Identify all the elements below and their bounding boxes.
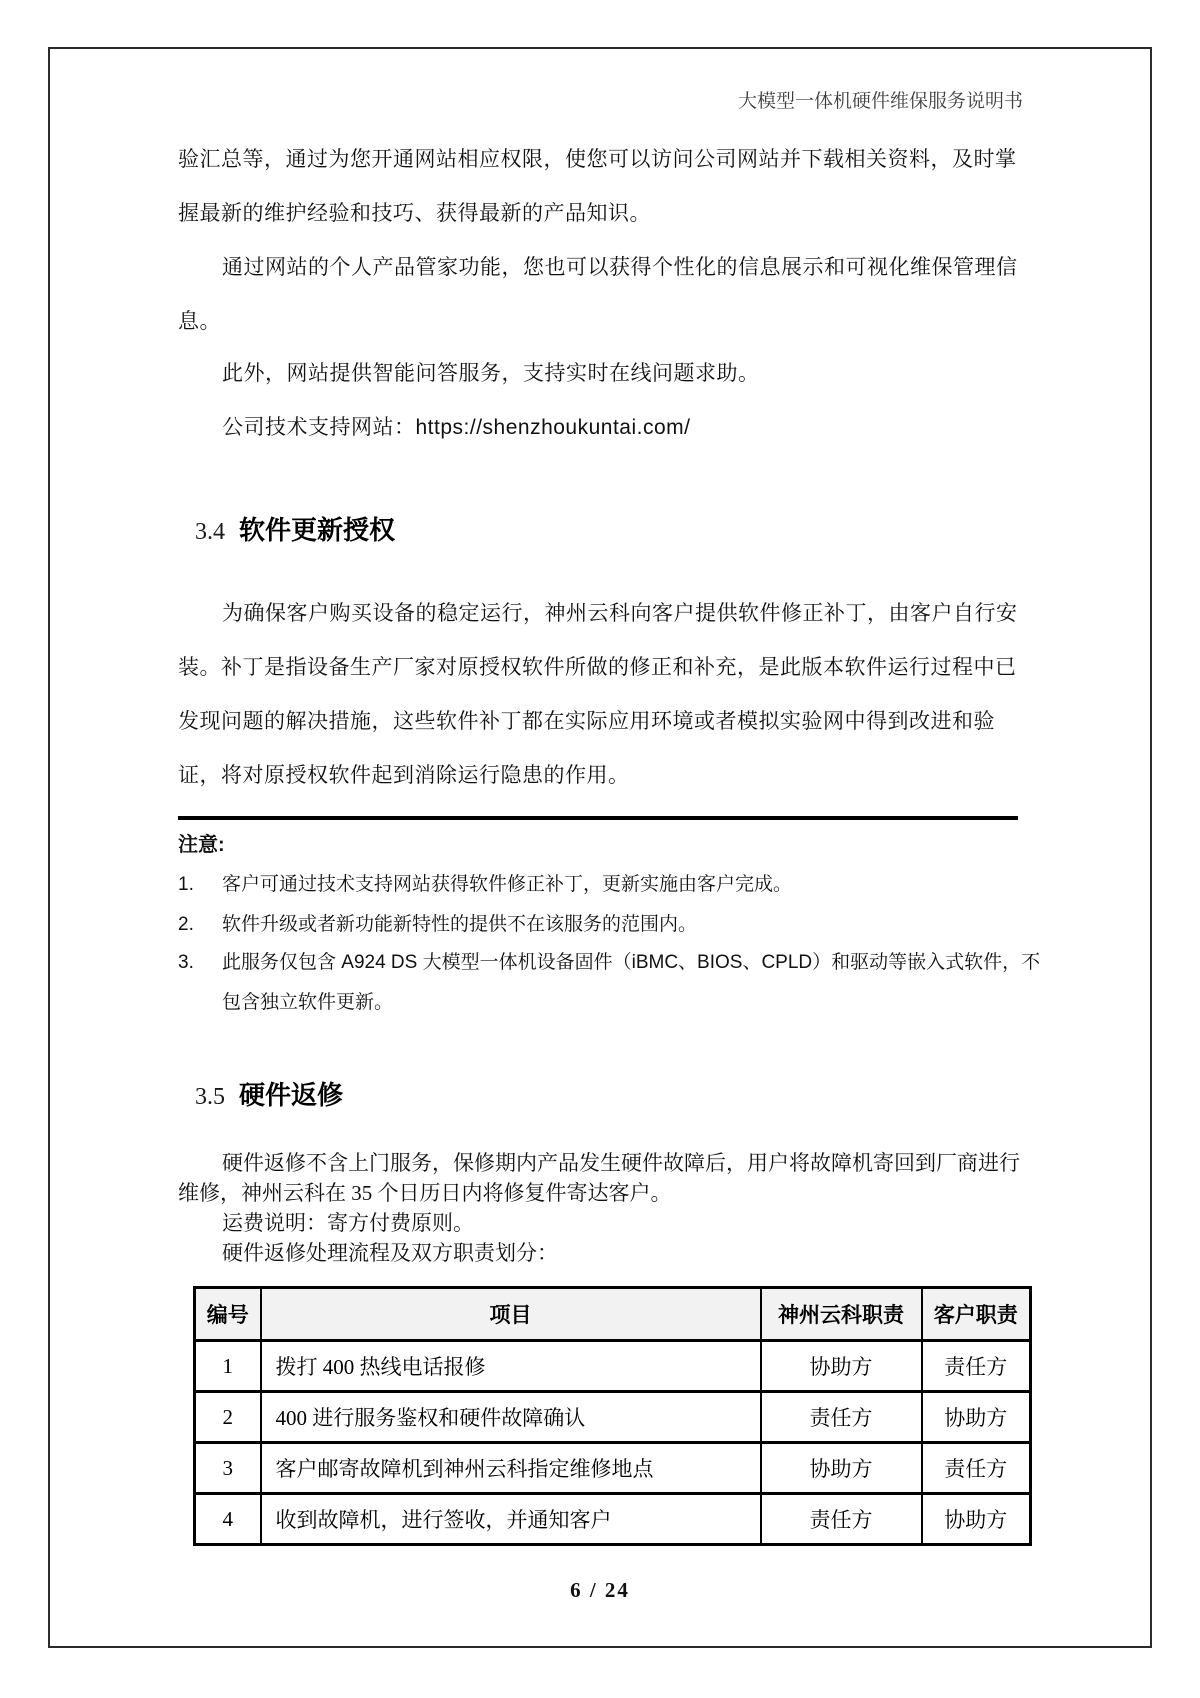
cell-number: 1 [195,1341,261,1392]
table-row [195,1341,1031,1392]
cell-customer-role: 协助方 [922,1494,1031,1545]
cell-vendor-role: 协助方 [761,1443,922,1494]
section-heading-3-4 [195,508,395,552]
cell-number: 3 [195,1443,261,1494]
section-title: 软件更新授权 [239,515,396,545]
cell-item: 拨打 400 热线电话报修 [261,1341,761,1392]
section-heading-3-5 [195,1073,343,1117]
cell-customer-role: 责任方 [922,1443,1031,1494]
page-number-footer: 6 / 24 [570,1578,630,1602]
intro-line: 通过网站的个人产品管家功能，您也可以获得个性化的信息展示和可视化维保管理信 [222,256,1018,279]
sec35-line: 硬件返修不含上门服务，保修期内产品发生硬件故障后，用户将故障机寄回到厂商进行 [222,1151,1020,1175]
sec34-line: 发现问题的解决措施，这些软件补丁都在实际应用环境或者模拟实验网中得到改进和验 [178,710,995,733]
cell-item: 收到故障机，进行签收，并通知客户 [261,1494,761,1545]
intro-line-support-website-url: 公司技术支持网站：https://shenzhoukuntai.com/ [222,416,691,439]
sec34-line: 为确保客户购买设备的稳定运行，神州云科向客户提供软件修正补丁，由客户自行安 [222,602,1018,625]
col-header-item: 项目 [261,1288,761,1341]
table-row [195,1443,1031,1494]
table-header-row [195,1288,1031,1341]
sec35-line: 硬件返修处理流程及双方职责划分： [222,1241,558,1265]
cell-number: 2 [195,1392,261,1443]
cell-customer-role: 责任方 [922,1341,1031,1392]
col-header-vendor: 神州云科职责 [761,1288,922,1341]
notice-item-text: 此服务仅包含 A924 DS 大模型一体机设备固件（iBMC、BIOS、CPLD）和驱动等嵌入式软件，不 [222,952,1041,973]
cell-vendor-role: 协助方 [761,1341,922,1392]
notice-item-text: 客户可通过技术支持网站获得软件修正补丁，更新实施由客户完成。 [222,874,793,895]
hardware-return-responsibility-table [193,1286,1032,1546]
notice-item-number: 2. [178,914,194,935]
sec34-line: 装。补丁是指设备生产厂家对原授权软件所做的修正和补充，是此版本软件运行过程中已 [178,656,1017,679]
notice-divider-rule [178,816,1018,820]
notice-item-text: 软件升级或者新功能新特性的提供不在该服务的范围内。 [222,914,698,935]
table-row [195,1494,1031,1545]
intro-line: 此外，网站提供智能问答服务，支持实时在线问题求助。 [222,362,760,385]
sec34-line: 证，将对原授权软件起到消除运行隐患的作用。 [178,764,630,787]
intro-line: 息。 [178,310,221,333]
cell-item: 客户邮寄故障机到神州云科指定维修地点 [261,1443,761,1494]
intro-line: 握最新的维护经验和技巧、获得最新的产品知识。 [178,202,651,225]
section-number: 3.5 [195,1084,225,1110]
cell-item: 400 进行服务鉴权和硬件故障确认 [261,1392,761,1443]
section-number: 3.4 [195,519,225,545]
col-header-customer: 客户职责 [922,1288,1031,1341]
intro-line: 验汇总等，通过为您开通网站相应权限，使您可以访问公司网站并下载相关资料，及时掌 [178,148,1017,171]
section-title: 硬件返修 [239,1080,344,1110]
col-header-number: 编号 [195,1288,261,1341]
notice-label: 注意: [178,834,225,856]
sec35-line: 维修，神州云科在 35 个日历日内将修复件寄达客户。 [178,1181,672,1205]
notice-item-number: 3. [178,952,194,973]
cell-vendor-role: 责任方 [761,1494,922,1545]
cell-vendor-role: 责任方 [761,1392,922,1443]
cell-customer-role: 协助方 [922,1392,1031,1443]
running-header-title: 大模型一体机硬件维保服务说明书 [737,91,1023,112]
notice-item-number: 1. [178,874,194,895]
notice-item-text: 包含独立软件更新。 [222,992,394,1013]
sec35-line: 运费说明：寄方付费原则。 [222,1211,474,1235]
table-row [195,1392,1031,1443]
cell-number: 4 [195,1494,261,1545]
